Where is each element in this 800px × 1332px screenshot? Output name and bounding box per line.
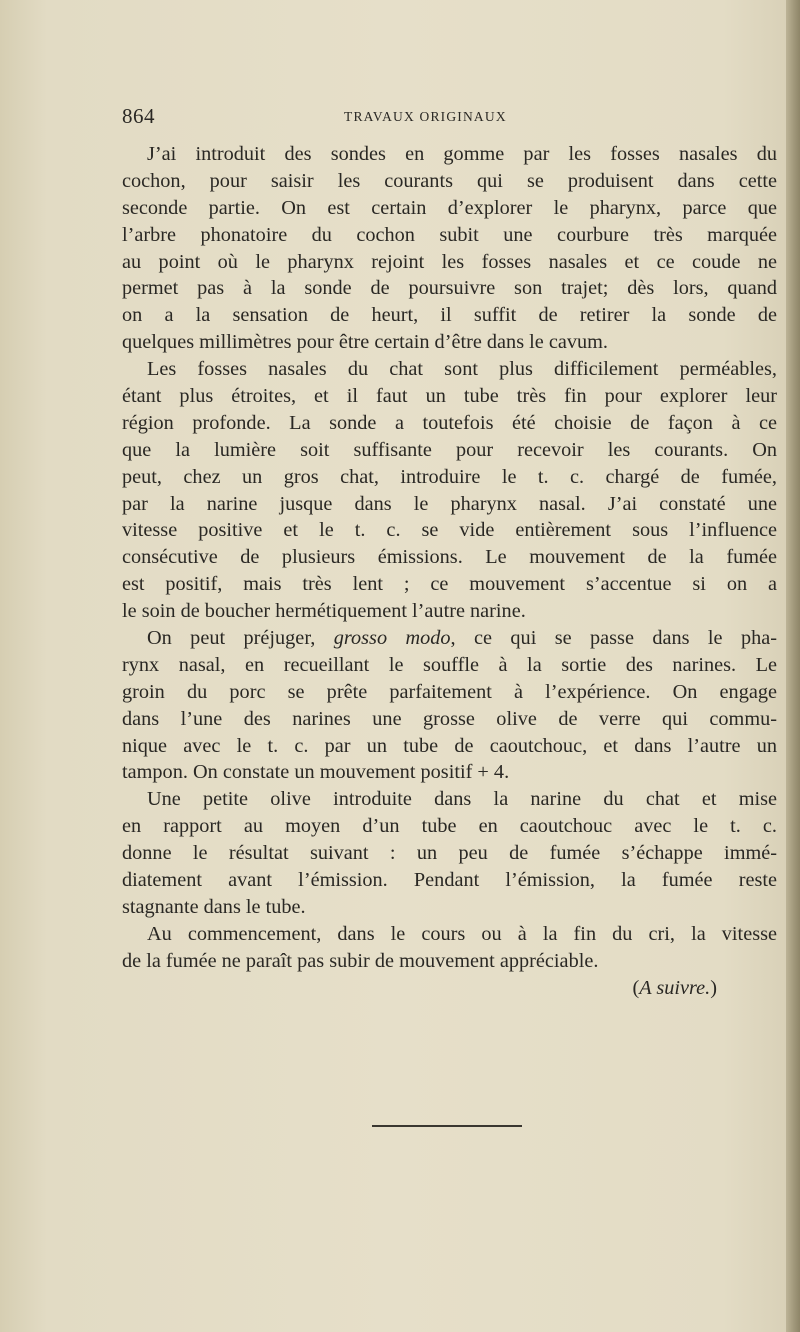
text-segment: , ce qui se passe dans le pha-	[450, 627, 777, 650]
text-line: étant plus étroites, et il faut un tube très fin pour explorer leur	[122, 385, 777, 408]
a-suivre-text: A suivre.	[639, 976, 711, 999]
text-line: quelques millimètres pour être certain d’être dans le cavum.	[122, 331, 608, 354]
text-line: stagnante dans le tube.	[122, 895, 306, 918]
text-line: par la narine jusque dans le pharynx nasal. J’ai constaté une	[122, 492, 777, 515]
text-line: Au commencement, dans le cours ou à la fin du cri, la vitesse	[147, 922, 777, 945]
text-line: au point où le pharynx rejoint les fosses nasales et ce coude ne	[122, 250, 777, 273]
italic-phrase: grosso modo	[333, 627, 451, 650]
text-line: est positif, mais très lent ; ce mouvement s’accentue si on a	[122, 573, 777, 596]
text-line: cochon, pour saisir les courants qui se produisent dans cette	[122, 169, 777, 192]
paragraph-2	[122, 356, 777, 625]
text-line: tampon. On constate un mouvement positif + 4.	[122, 761, 510, 784]
page-number: 864	[122, 104, 155, 128]
text-line: de la fumée ne paraît pas subir de mouvement appréciable.	[122, 949, 599, 972]
text-line: que la lumière soit suffisante pour recevoir les courants. On	[122, 438, 777, 461]
paragraph-3	[122, 625, 777, 786]
text-line: permet pas à la sonde de poursuivre son trajet; dès lors, quand	[122, 277, 777, 300]
text-line: en rapport au moyen d’un tube en caoutchouc avec le t. c.	[122, 815, 777, 838]
text-line: on a la sensation de heurt, il suffit de retirer la sonde de	[122, 304, 777, 327]
text-line: donne le résultat suivant : un peu de fumée s’échappe immé-	[122, 842, 777, 865]
running-title: TRAVAUX ORIGINAUX	[344, 109, 507, 124]
text-line: groin du porc se prête parfaitement à l’expérience. On engage	[122, 680, 777, 703]
text-line: l’arbre phonatoire du cochon subit une courbure très marquée	[122, 223, 777, 246]
text-line: dans l’une des narines une grosse olive de verre qui commu-	[122, 707, 777, 730]
end-rule	[372, 1125, 522, 1127]
text-line: le soin de boucher hermétiquement l’autre narine.	[122, 600, 526, 623]
text-line: J’ai introduit des sondes en gomme par les fosses nasales du	[147, 143, 777, 165]
paren-open: (	[632, 976, 640, 999]
running-header	[122, 104, 777, 132]
text-line: seconde partie. On est certain d’explorer le pharynx, parce que	[122, 196, 777, 219]
paren-close: )	[710, 976, 717, 999]
text-line: rynx nasal, en recueillant le souffle à la sortie des narines. Le	[122, 653, 777, 676]
text-line-with-italic	[122, 625, 777, 652]
text-line: Une petite olive introduite dans la narine du chat et mise	[147, 788, 777, 811]
page-edge-shadow	[786, 0, 800, 1332]
text-line: diatement avant l’émission. Pendant l’émission, la fumée reste	[122, 869, 777, 892]
text-line: consécutive de plusieurs émissions. Le mouvement de la fumée	[122, 546, 777, 569]
paragraph-4	[122, 786, 777, 920]
text-line: nique avec le t. c. par un tube de caoutchouc, et dans l’autre un	[122, 734, 777, 757]
text-line: vitesse positive et le t. c. se vide entièrement sous l’influence	[122, 519, 777, 542]
paragraph-5	[122, 921, 777, 975]
paragraph-1	[122, 141, 777, 356]
text-line: région profonde. La sonde a toutefois été choisie de façon à ce	[122, 411, 777, 434]
text-line: peut, chez un gros chat, introduire le t. c. chargé de fumée,	[122, 465, 777, 488]
text-segment: On peut préjuger,	[147, 627, 334, 650]
text-line: Les fosses nasales du chat sont plus difficilement perméables,	[147, 358, 777, 381]
body-text	[122, 141, 777, 1002]
continued-notice	[122, 975, 777, 1002]
